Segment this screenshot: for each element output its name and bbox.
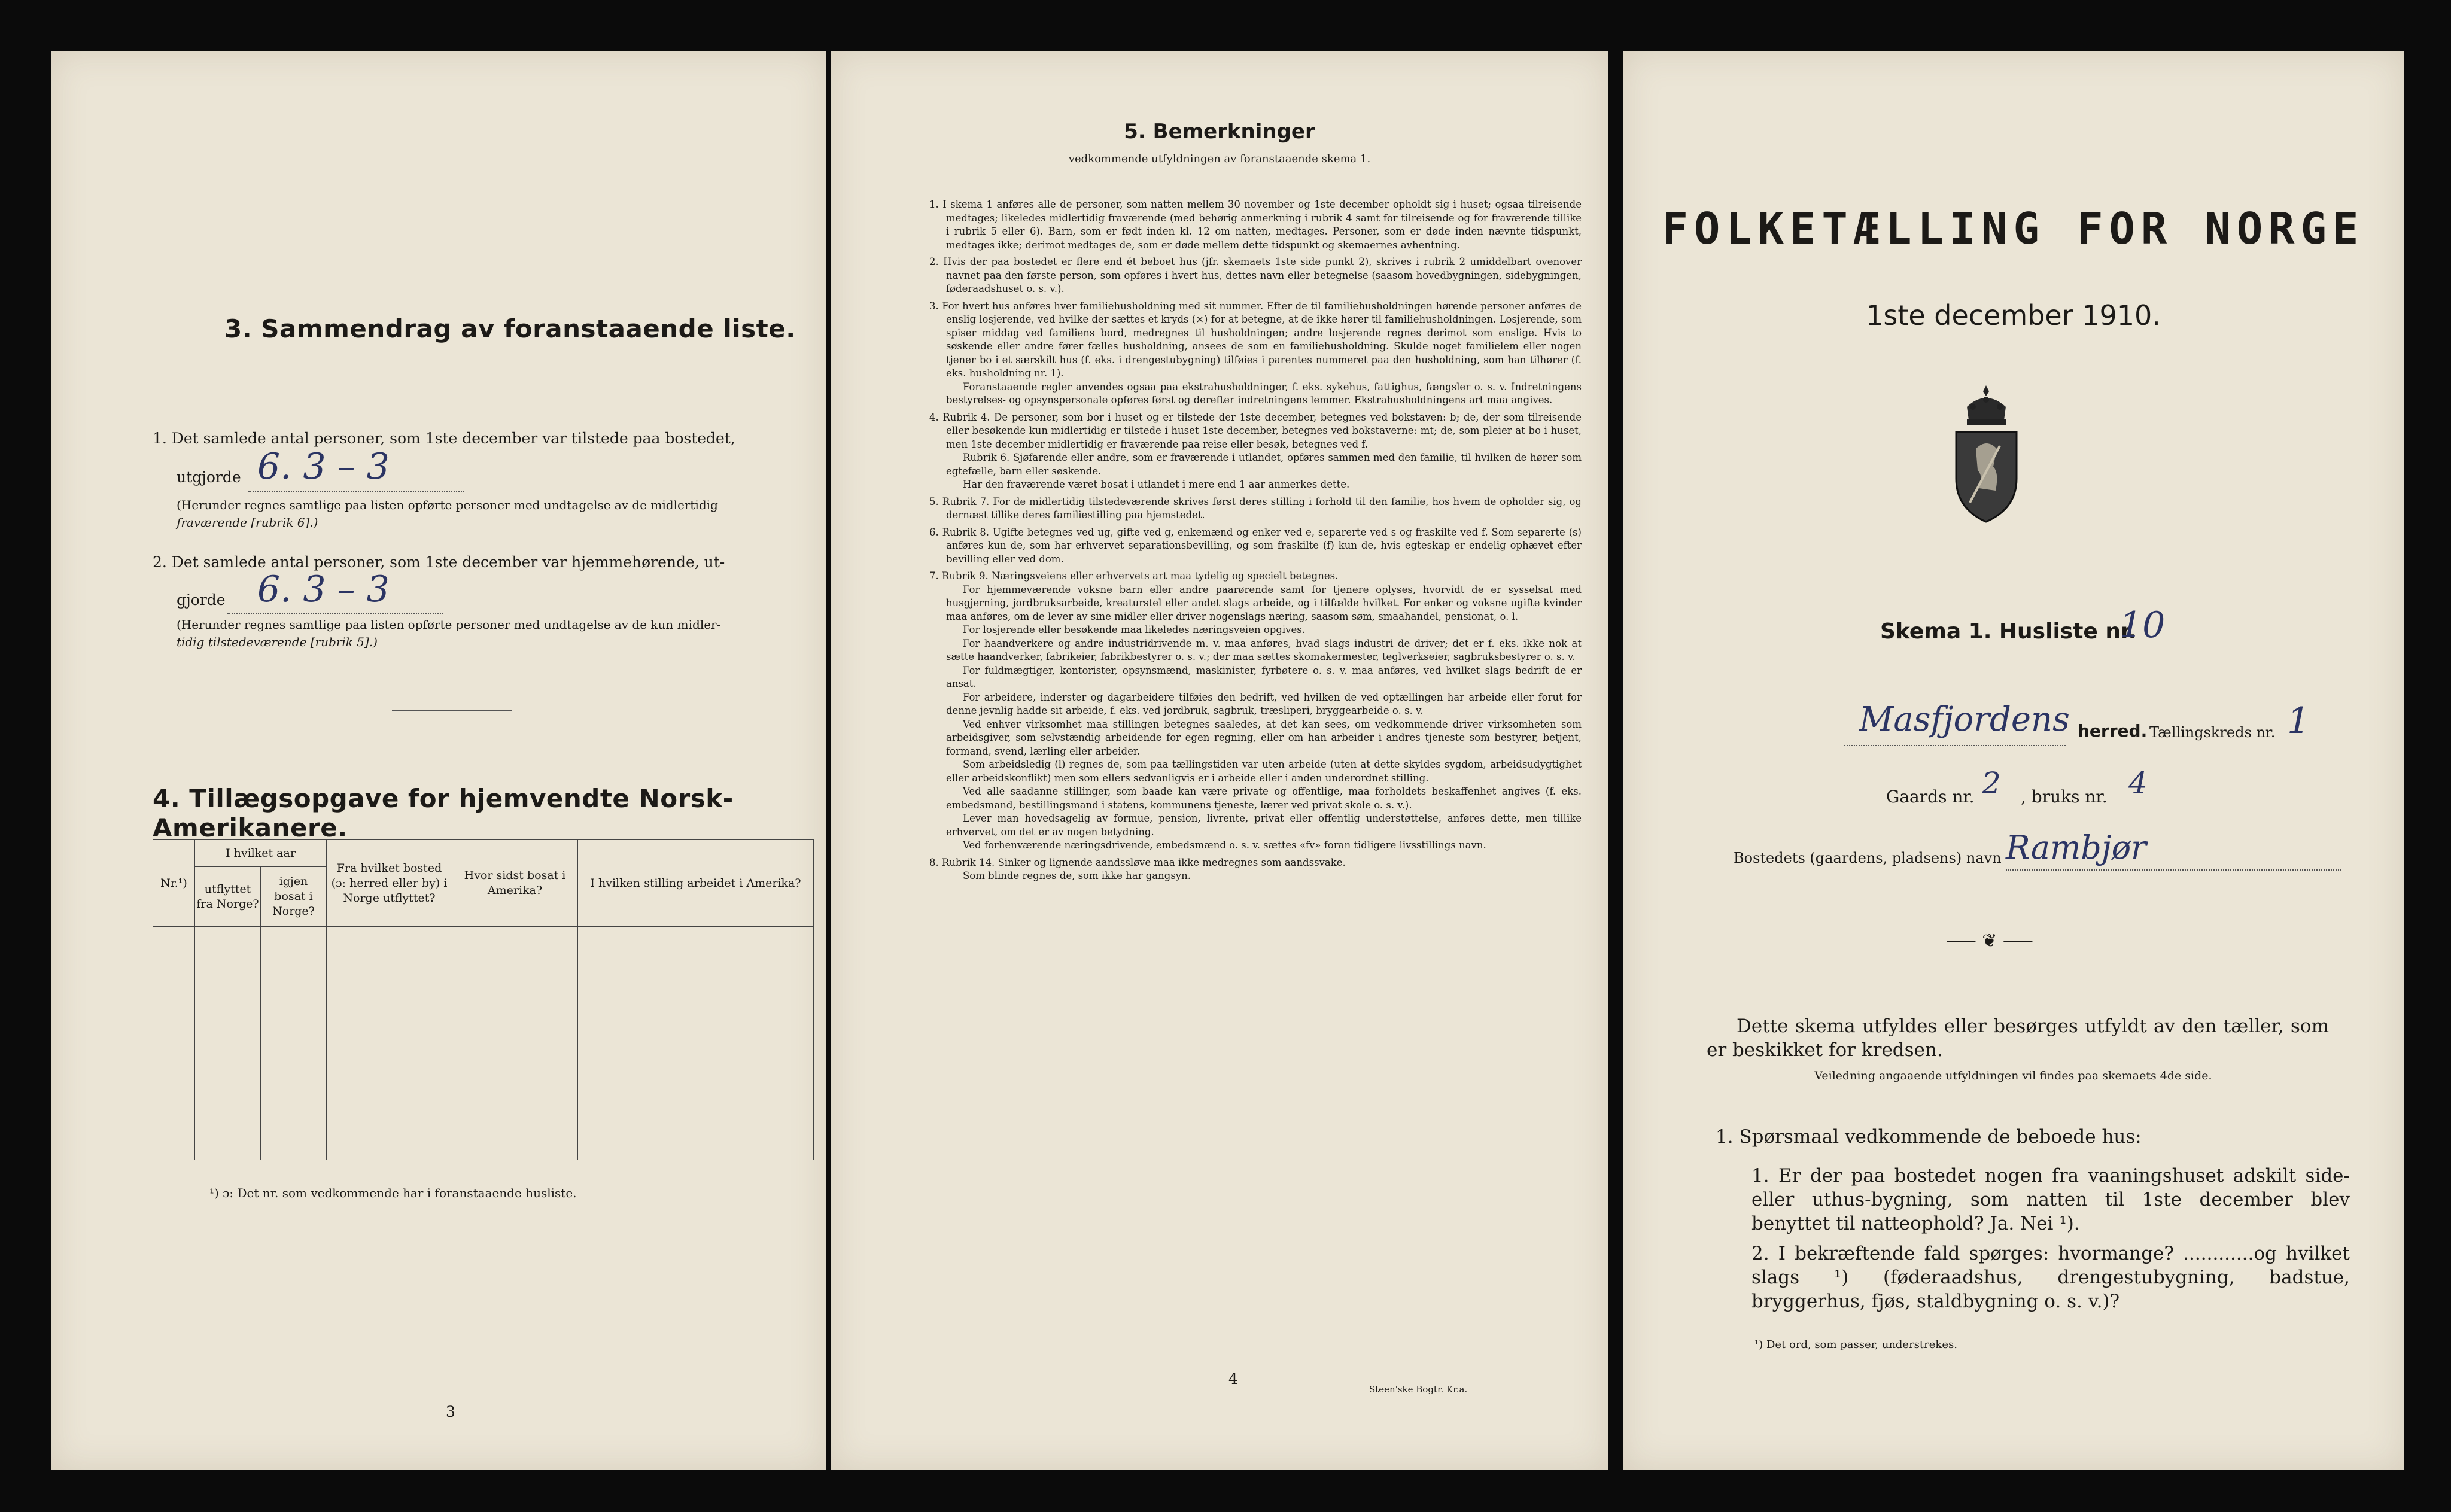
remark-paragraph: 1. I skema 1 anføres alle de personer, som natten mellem 30 november og 1ste december opholdt sig i huset; ogsaa tilreisende medtages; likeledes midlertidig fraværende (med behørig anmerkning i rubrik 4 samt for tilreisende og for fraværende tillike i rubrik 5 eller 6). Barn, som er født inden kl. 12 om natten, medtages. Personer, som er døde inden nævnte tidspunkt, medtages ikke; derimot medtages de, som er døde mellem dette tidspunkt og skemaernes avhentning. — [929, 199, 1582, 251]
herred-value: Masfjordens — [1859, 700, 2070, 739]
veiledning-text: Veiledning angaaende utfyldningen vil findes paa skemaets 4de side. — [1814, 1069, 2212, 1082]
summary-item-2-value: 6. 3 – 3 — [257, 568, 390, 610]
remarks-subtitle: vedkommende utfyldningen av foranstaaende skema 1. — [1068, 153, 1371, 165]
summary-item-2-prefix: gjorde — [177, 591, 226, 609]
col-year-group: I hvilket aar — [195, 840, 327, 867]
remarks-body — [929, 194, 1582, 883]
page-3 — [51, 51, 826, 1470]
remark-paragraph: 7. Rubrik 9. Næringsveiens eller erhvervets art maa tydelig og specielt betegnes. — [929, 570, 1339, 582]
printer-mark: Steen'ske Bogtr. Kr.a. — [1369, 1384, 1468, 1395]
col-returned: igjen bosat i Norge? — [261, 867, 327, 927]
section-4-title: 4. Tillægsopgave for hjemvendte Norsk-Amerikanere. — [153, 784, 734, 842]
remark-paragraph: Har den fraværende været bosat i utlandet i mere end 1 aar anmerkes dette. — [963, 479, 1350, 490]
footnote: ¹) Det ord, som passer, understrekes. — [1754, 1338, 1957, 1351]
remark-paragraph: 3. For hvert hus anføres hver familiehusholdning med sit nummer. Efter de til familiehusholdningen hørende personer anføres de enslig losjerende, ved hvilke der sættes et kryds (×) for at betegne, at de ikke hører til familiehusholdningen. Losjerende, som spiser middag ved familiens bord, medregnes til husholdningen; andre losjerende regnes derimot som enslige. Hvis to søskende eller andre fører fælles husholdning, ansees de som en familiehusholdning. Skulde noget familielem eller nogen tjener bo i et særskilt hus (f. eks. i drengestubygning) tilføies i parentes nummeret paa den husholdning, som han tilhører (f. eks. husholdning nr. 1). — [929, 300, 1582, 379]
bosted-value: Rambjør — [2006, 829, 2146, 866]
bosted-label: Bostedets (gaardens, pladsens) navn — [1734, 850, 2002, 866]
remark-paragraph: Ved forhenværende næringsdrivende, embedsmænd o. s. v. sættes «fv» foran tidligere livsstillings navn. — [963, 839, 1486, 851]
remark-paragraph: 2. Hvis der paa bostedet er flere end ét beboet hus (jfr. skemaets 1ste side punkt 2), skrives i rubrik 2 umiddelbart ovenover navnet paa den første person, som opføres i hvert hus, dettes navn eller betegnelse (saasom hovedbygningen, sidebygningen, føderaadshuset o. s. v.). — [929, 256, 1582, 294]
col-last-place: Hvor sidst bosat i Amerika? — [452, 840, 578, 927]
bruks-nr: 4 — [2128, 766, 2148, 801]
bruks-label: , bruks nr. — [2021, 787, 2108, 807]
question-1: 1. Er der paa bostedet nogen fra vaaningshuset adskilt side- eller uthus-bygning, som natten til 1ste december blev benyttet til natteophold? Ja. Nei ¹). — [1751, 1165, 2350, 1234]
remark-paragraph: For haandverkere og andre industridrivende m. v. maa anføres, hvad slags industri de driver; det er f. eks. ikke nok at sætte haandverker, fabrikeier, fabrikbestyrer o. s. v.; der maa sættes skomakermester, teglverkseier, sagbruksbestyrer o. s. v. — [946, 637, 1582, 662]
remark-paragraph: Ved alle saadanne stillinger, som baade kan være private og offentlige, maa forholdets beskaffenhet angives (f. eks. embedsmand, bestillingsmand i statens, kommunens tjeneste, lærer ved privat skole o. s. v.). — [946, 786, 1582, 811]
col-from-place: Fra hvilket bosted (ɔ: herred eller by) i Norge utflyttet? — [327, 840, 452, 927]
page-number: 3 — [446, 1403, 455, 1420]
kreds-nr: 1 — [2287, 700, 2310, 742]
remark-paragraph: Foranstaaende regler anvendes ogsaa paa ekstrahusholdninger, f. eks. sykehus, fattighus, fængsler o. s. v. Indretningens bestyrelses- og opsynspersonale opføres først og derefter indretningens lemmer. Ekstrahusholdningens art maa angives. — [946, 381, 1582, 406]
norsk-amerikanere-table — [153, 839, 814, 1160]
remark-paragraph: For hjemmeværende voksne barn eller andre paarørende samt for tjenere oplyses, hvorvidt de er sysselsat med husgjerning, jordbruksarbeide, kreaturstel eller andet slags arbeide, og i tilfælde hvilket. For enker og voksne ugifte kvinder maa anføres, om de lever av sine midler eller driver nogenslags næring, saasom søm, smaahandel, pensionat, o. l. — [946, 583, 1582, 622]
remarks-title: 5. Bemerkninger — [1124, 120, 1315, 144]
page-number: 4 — [1228, 1370, 1238, 1388]
remark-paragraph: Rubrik 6. Sjøfarende eller andre, som er fraværende i utlandet, opføres sammen med den familie, til hvilken de hører som egtefælle, barn eller søskende. — [946, 452, 1582, 477]
gaards-nr: 2 — [1982, 766, 2001, 801]
remark-paragraph: 4. Rubrik 4. De personer, som bor i huset og er tilstede der 1ste december, betegnes ved bokstaven: b; de, der som tilreisende eller besøkende kun midlertidig er tilstede i huset 1ste december, betegnes ved bokstaverne: mt; de, som pleier at bo i huset, men 1ste december midlertidig er fraværende paa reise eller besøk, betegnes ved f. — [929, 411, 1582, 450]
remark-paragraph: For fuldmægtiger, kontorister, opsynsmænd, maskinister, fyrbøtere o. s. v. maa anføres, ved hvilket slags bedrift de er ansat. — [946, 664, 1582, 689]
summary-item-1: 1. Det samlede antal personer, som 1ste december var tilstede paa bostedet, — [153, 430, 735, 447]
footnote: ¹) ɔ: Det nr. som vedkommende har i foranstaaende husliste. — [209, 1186, 577, 1200]
dotted-line — [2006, 869, 2341, 871]
page-1 — [1623, 51, 2404, 1470]
page-4 — [831, 51, 1608, 1470]
remark-paragraph: Ved enhver virksomhet maa stillingen betegnes saaledes, at det kan sees, om vedkommende driver virksomheten som arbeidsgiver, som selvstændig arbeidende for egen regning, eller om han arbeider i andres tjeneste som bestyrer, betjent, formand, svend, lærling eller arbeider. — [946, 718, 1582, 757]
dotted-line — [248, 491, 464, 492]
question-2: 2. I bekræftende fald spørges: hvormange? ............og hvilket slags ¹) (føderaadshus, drengestubygning, badstue, bryggerhus, fjøs, staldbygning o. s. v.)? — [1751, 1243, 2350, 1312]
summary-item-1-prefix: utgjorde — [177, 468, 241, 486]
gaards-label: Gaards nr. — [1886, 787, 1975, 807]
coat-of-arms-icon — [1949, 383, 2024, 524]
col-emigrated: utflyttet fra Norge? — [195, 867, 261, 927]
remark-paragraph: Lever man hovedsagelig av formue, pension, livrente, privat eller offentlig understøttelse, anføres dette, men tillike erhvervet, om det er av nogen betydning. — [946, 813, 1582, 838]
remark-paragraph: For arbeidere, inderster og dagarbeidere tilføies den bedrift, ved hvilken de ved optællingen har arbeide eller forut for denne jevnlig hadde sit arbeide, f. eks. ved jordbruk, sagbruk, træsliperi, bryggearbeide o. s. v. — [946, 691, 1582, 716]
census-date: 1ste december 1910. — [1866, 299, 2161, 331]
herred-label: herred. — [2078, 721, 2148, 741]
summary-item-2-note: (Herunder regnes samtlige paa listen opførte personer med undtagelse av de kun midler- tidig tilstedeværende [rubrik 5].) — [177, 617, 721, 649]
section-3-title: 3. Sammendrag av foranstaaende liste. — [224, 314, 796, 343]
summary-item-2: 2. Det samlede antal personer, som 1ste december var hjemmehørende, ut- — [153, 553, 725, 571]
dotted-line — [227, 613, 443, 614]
husliste-nr: 10 — [2119, 604, 2166, 646]
divider — [392, 710, 512, 711]
remark-paragraph: Som arbeidsledig (l) regnes de, som paa tællingstiden var uten arbeide (uten at dette skyldes sygdom, arbeidsudygtighet eller arbeidskonflikt) men som ellers sedvanligvis er i arbeide eller i anden underordnet stilling. — [946, 759, 1582, 784]
remark-paragraph: 8. Rubrik 14. Sinker og lignende aandssløve maa ikke medregnes som aandssvake. — [929, 856, 1346, 868]
remark-paragraph: 6. Rubrik 8. Ugifte betegnes ved ug, gifte ved g, enkemænd og enker ved e, separerte ved s og fraskilte ved f. Som separerte (s) anføres kun de, som har erhvervet separationsbevilling, og som fraskilte (f) kun de, hvis egteskap er endelig ophævet efter bevilling eller ved dom. — [929, 526, 1582, 565]
col-position: I hvilken stilling arbeidet i Amerika? — [578, 840, 814, 927]
col-nr: Nr.¹) — [153, 840, 195, 927]
kreds-label: Tællingskreds nr. — [2149, 724, 2276, 741]
remark-paragraph: 5. Rubrik 7. For de midlertidig tilstedeværende skrives først deres stilling i forhold til den familie, hos hvem de opholder sig, og dernæst tillike deres familiestilling paa hjemstedet. — [929, 495, 1582, 521]
census-title: FOLKETÆLLING FOR NORGE — [1662, 203, 2365, 254]
table-row — [153, 927, 814, 1160]
remark-paragraph: For losjerende eller besøkende maa likeledes næringsveien opgives. — [963, 624, 1305, 635]
ornament-divider: ⸺ ❦ ⸺ — [1946, 930, 2033, 951]
skema-label: Skema 1. Husliste nr. — [1880, 619, 2137, 644]
summary-item-1-note: (Herunder regnes samtlige paa listen opførte personer med undtagelse av de midlertidig fraværende [rubrik 6].) — [177, 498, 718, 530]
dotted-line — [1844, 745, 2066, 746]
intro-text: Dette skema utfyldes eller besørges utfyldt av den tæller, som er beskikket for kredsen. — [1707, 1015, 2329, 1061]
summary-item-1-value: 6. 3 – 3 — [257, 446, 390, 488]
questions-title: 1. Spørsmaal vedkommende de beboede hus: — [1716, 1126, 2142, 1148]
remark-paragraph: Som blinde regnes de, som ikke har gangsyn. — [963, 870, 1191, 881]
